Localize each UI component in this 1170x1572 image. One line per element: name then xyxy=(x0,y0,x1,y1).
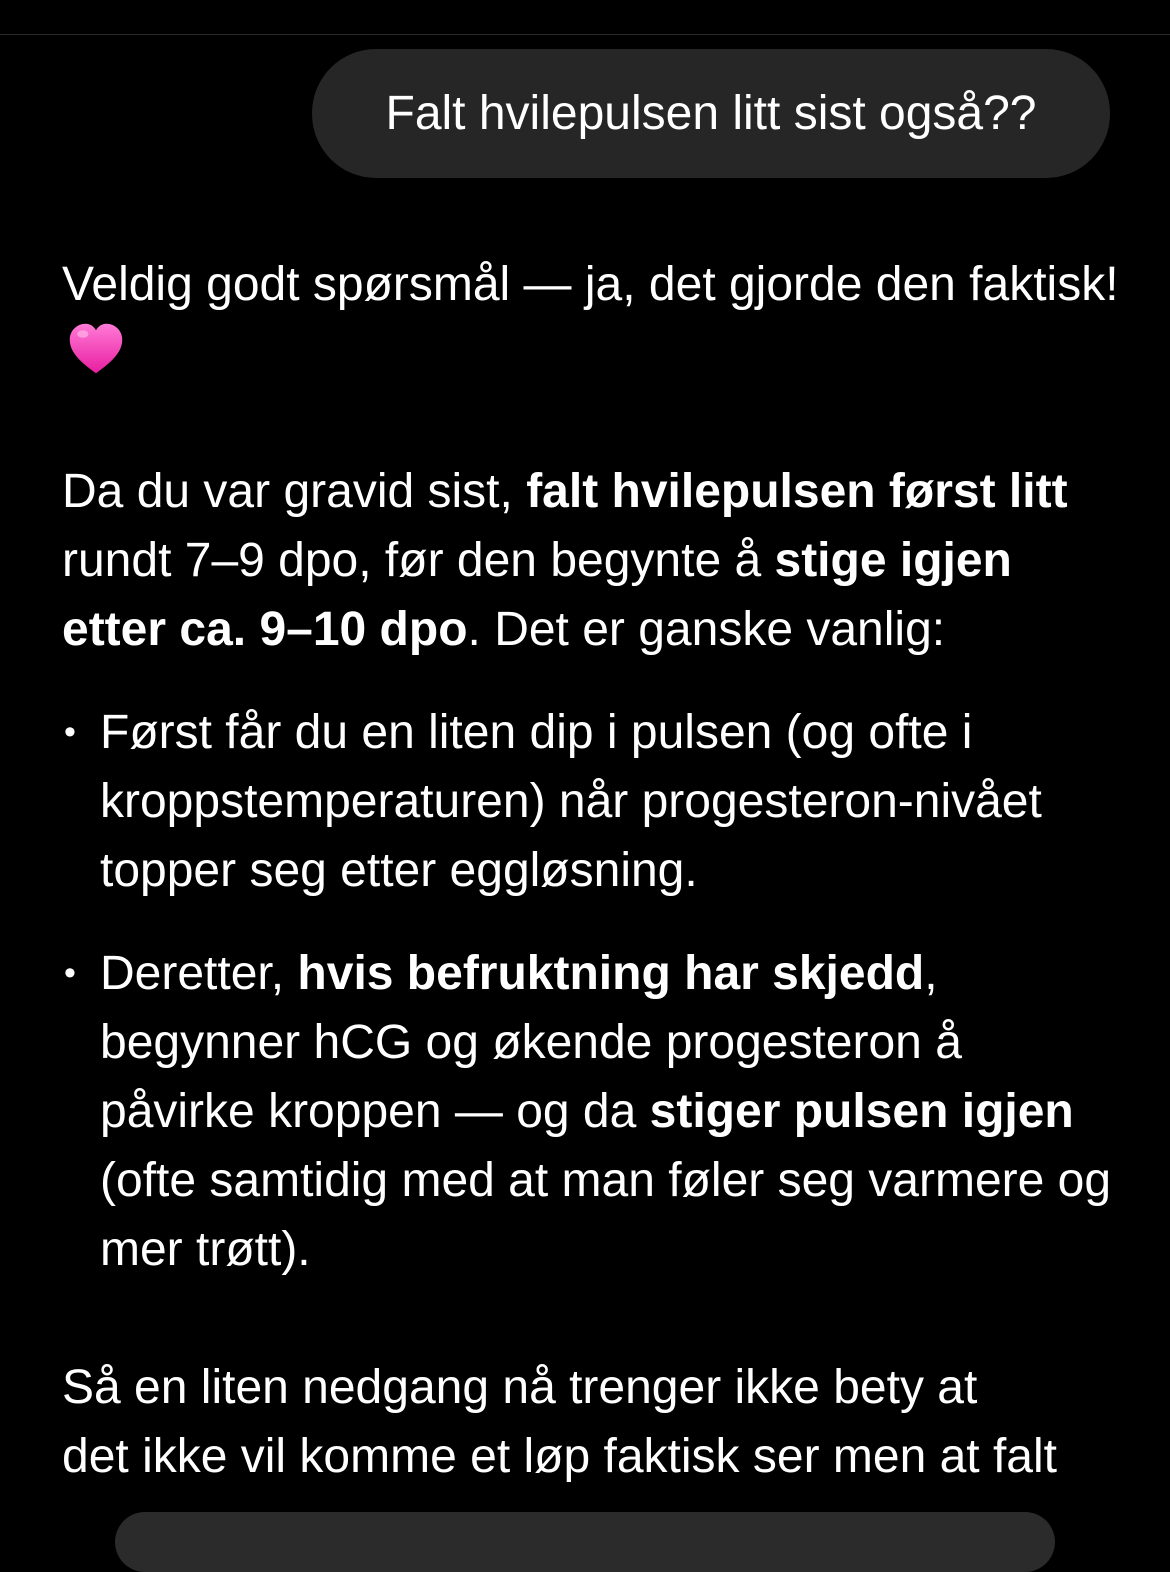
user-message-bubble[interactable] xyxy=(312,49,1110,178)
pink-heart-icon xyxy=(66,319,126,379)
user-message-text: Falt hvilepulsen litt sist også?? xyxy=(385,87,1037,140)
bullet-2-seg-0: Deretter, xyxy=(100,947,298,1000)
assistant-paragraph-2 xyxy=(62,457,1122,664)
p2-seg-3: stige igjen etter ca. 9–10 dpo xyxy=(62,534,1012,656)
bullet-2-seg-1: hvis befruktning har skjedd xyxy=(297,947,925,1000)
bullet-2-seg-2: , begynner hCG og økende progesteron å påvirke kroppen — og da xyxy=(100,947,962,1138)
p2-seg-1: falt hvilepulsen først litt xyxy=(526,465,1068,518)
top-divider xyxy=(0,34,1170,35)
assistant-paragraph-3-cutoff: det ikke vil komme et løp faktisk ser men at falt xyxy=(62,1430,1057,1483)
assistant-paragraph-3 xyxy=(62,1353,1122,1491)
assistant-paragraph-1-text: Veldig godt spørsmål — ja, det gjorde den faktisk! xyxy=(62,258,1119,311)
bullet-2-seg-4: (ofte samtidig med at man føler seg varmere og mer trøtt). xyxy=(100,1154,1112,1276)
bullet-dot-icon: • xyxy=(64,954,76,992)
bullet-1-seg-0: Først får du en liten dip i pulsen (og ofte i kroppstemperaturen) når progesteron-nivået topper seg etter eggløsning. xyxy=(100,706,1042,897)
p2-seg-4: . Det er ganske vanlig: xyxy=(467,603,946,656)
composer-bar[interactable] xyxy=(115,1512,1055,1572)
p2-seg-0: Da du var gravid sist, xyxy=(62,465,527,518)
assistant-message xyxy=(62,250,1122,1491)
assistant-bullet-list xyxy=(62,698,1122,1284)
p2-seg-2: rundt 7–9 dpo, før den begynte å xyxy=(62,534,775,587)
bullet-2-seg-3: stiger pulsen igjen xyxy=(649,1085,1074,1138)
bullet-dot-icon: • xyxy=(64,713,76,751)
bullet-item-2 xyxy=(62,939,1122,1284)
assistant-paragraph-3-text: Så en liten nedgang nå trenger ikke bety at xyxy=(62,1361,978,1414)
assistant-paragraph-1 xyxy=(62,250,1122,388)
bullet-item-1 xyxy=(62,698,1122,905)
